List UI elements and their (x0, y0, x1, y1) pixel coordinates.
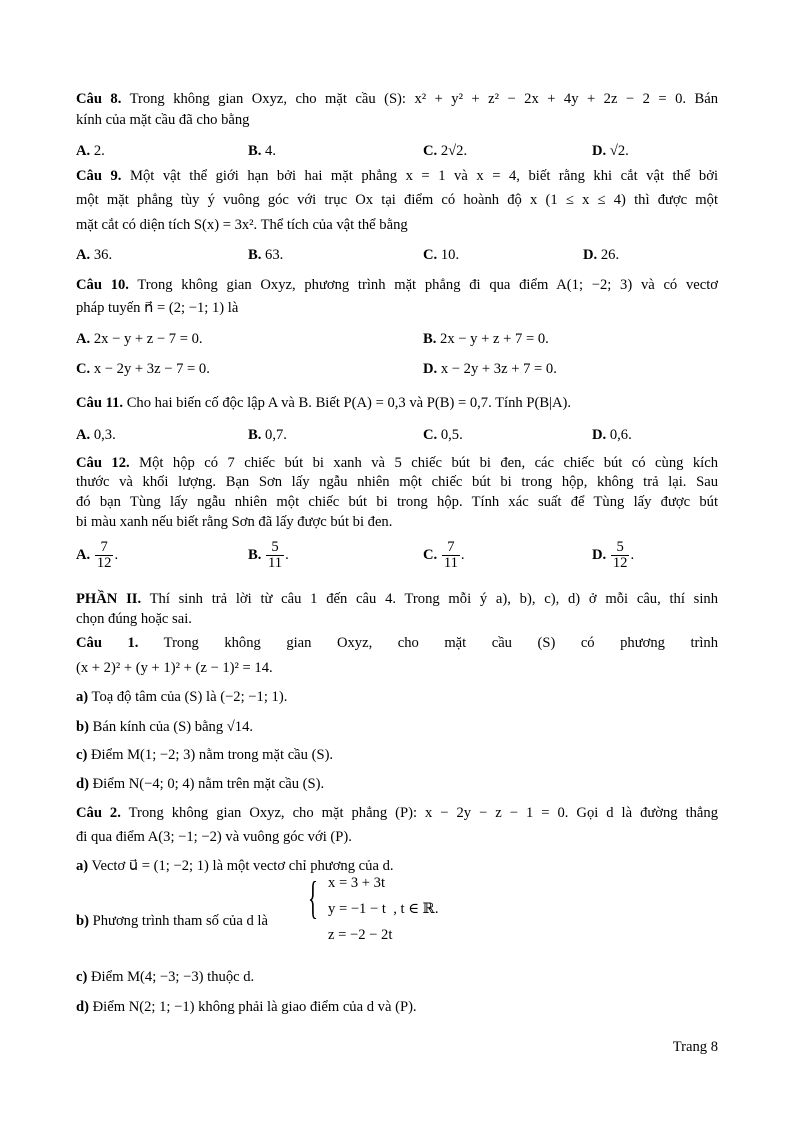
q11-text1: Cho hai biến cố độc lập A và B. Biết P(A) = 0,3 và P(B) = 0,7. Tính P(B|A). (123, 395, 572, 411)
q10-text1: Trong không gian Oxyz, phương trình mặt phẳng đi qua điểm A(1; −2; 3) và có vectơ (128, 277, 718, 293)
p2q2-item-a: a) Vectơ u⃗ = (1; −2; 1) là một vectơ chỉ phương của d. (76, 858, 394, 874)
q9-text1: Một vật thể giới hạn bởi hai mặt phẳng x = 1 và x = 4, biết rằng khi cắt vật thể bởi (121, 168, 719, 184)
q8-label: Câu 8. (76, 91, 122, 107)
q9-line2: một mặt phẳng tùy ý vuông góc với trục Ox tại điểm có hoành độ x (1 ≤ x ≤ 4) thì được một (76, 192, 718, 208)
p2q2-text1: Trong không gian Oxyz, cho mặt phẳng (P): x − 2y − z − 1 = 0. Gọi d là đường thẳng (120, 805, 718, 821)
system-eq-y: y = −1 − t , t ∈ ℝ. (328, 901, 439, 917)
q11-option-a: A. 0,3. (76, 427, 116, 443)
q9-option-b: B. 63. (248, 247, 284, 263)
p2q1-item-c: c) Điểm M(1; −2; 3) nằm trong mặt cầu (S). (76, 747, 334, 763)
parametric-system (328, 870, 438, 948)
q10-option-b: B. 2x − y + z + 7 = 0. (423, 331, 549, 347)
p2q1-line2: (x + 2)² + (y + 1)² + (z − 1)² = 14. (76, 660, 273, 676)
q10-line1 (76, 276, 718, 294)
q11-option-d: D. 0,6. (592, 427, 632, 443)
p2q2-item-b: b) Phương trình tham số của d là (76, 913, 268, 929)
q9-option-a: A. 36. (76, 247, 113, 263)
q10-option-a: A. 2x − y + z − 7 = 0. (76, 331, 203, 347)
q11-label: Câu 11. (76, 395, 124, 411)
p2q1-item-a: a) Toạ độ tâm của (S) là (−2; −1; 1). (76, 689, 288, 705)
system-eq-z: z = −2 − 2t (328, 927, 393, 943)
q11-option-b: B. 0,7. (248, 427, 287, 443)
q12-a-fraction: $\frac{7}{12}$ (96, 539, 112, 571)
system-brace: { (308, 872, 318, 923)
q12-d-fraction: $\frac{5}{12}$ (612, 539, 628, 571)
q11-option-c: C. 0,5. (423, 427, 463, 443)
p2q2-line2: đi qua điểm A(3; −1; −2) và vuông góc với (P). (76, 829, 352, 845)
q12-text1: Một hộp có 7 chiếc bút bi xanh và 5 chiếc bút bi đen, các chiếc bút có cùng kích (129, 455, 718, 471)
part2-text1: Thí sinh trả lời từ câu 1 đến câu 4. Trong mỗi ý a), b), c), d) ở mỗi câu, thí sinh (141, 591, 718, 607)
system-tail: , t ∈ ℝ. (393, 901, 439, 917)
system-eq-x: x = 3 + 3t (328, 875, 385, 891)
p2q2-line1 (76, 804, 718, 822)
p2q1-label: Câu 1. (76, 635, 139, 651)
q12-line1 (76, 454, 718, 472)
q12-line3: đó bạn Tùng lấy ngẫu nhiên một chiếc bút bi trong hộp. Tính xác suất để Tùng lấy được bút (76, 494, 718, 510)
p2q2-item-c: c) Điểm M(4; −3; −3) thuộc d. (76, 969, 255, 985)
page-number: Trang 8 (672, 1039, 718, 1055)
q11-line1 (76, 394, 718, 412)
q8-line1 (76, 90, 718, 108)
q10-option-c: C. x − 2y + 3z − 7 = 0. (76, 361, 210, 377)
p2q1-item-d: d) Điểm N(−4; 0; 4) nằm trên mặt cầu (S). (76, 776, 325, 792)
q12-option-c: C. $\frac{7}{11}$ . (423, 539, 465, 571)
q9-label: Câu 9. (76, 168, 122, 184)
q12-option-b: B. $\frac{5}{11}$ . (248, 539, 289, 571)
q8-option-d: D. √2. (592, 143, 629, 159)
q8-line2: kính của mặt cầu đã cho bằng (76, 112, 250, 128)
q12-option-a: A. $\frac{7}{12}$ . (76, 539, 119, 571)
p2q2-label: Câu 2. (76, 805, 121, 821)
q12-label: Câu 12. (76, 455, 130, 471)
q9-line3: mặt cắt có diện tích S(x) = 3x². Thể tích của vật thể bằng (76, 217, 408, 233)
part2-line1 (76, 590, 718, 608)
q12-b-fraction: $\frac{5}{11}$ (268, 539, 283, 571)
q12-line2: thước và khối lượng. Bạn Sơn lấy ngẫu nhiên một chiếc bút bi trong hộp, không trả lại. Sau (76, 474, 718, 490)
q10-label: Câu 10. (76, 277, 129, 293)
q8-option-a: A. 2. (76, 143, 105, 159)
q12-option-d: D. $\frac{5}{12}$ . (592, 539, 635, 571)
p2q1-line1 (76, 634, 718, 652)
q12-c-fraction: $\frac{7}{11}$ (443, 539, 458, 571)
q9-option-c: C. 10. (423, 247, 460, 263)
part2-line2: chọn đúng hoặc sai. (76, 611, 192, 627)
q12-line4: bi màu xanh nếu biết rằng Sơn đã lấy được bút bi đen. (76, 514, 393, 530)
p2q1-text1: Trong không gian Oxyz, cho mặt cầu (S) có phương trình (138, 635, 719, 651)
q9-line1 (76, 167, 718, 185)
q8-text1: Trong không gian Oxyz, cho mặt cầu (S): x² + y² + z² − 2x + 4y + 2z − 2 = 0. Bán (121, 91, 718, 107)
q10-option-d: D. x − 2y + 3z + 7 = 0. (423, 361, 557, 377)
p2q1-item-b: b) Bán kính của (S) bằng √14. (76, 719, 254, 735)
q8-option-b: B. 4. (248, 143, 276, 159)
part2-label: PHẦN II. (76, 591, 142, 607)
q8-option-c: C. 2√2. (423, 143, 468, 159)
p2q2-item-d: d) Điểm N(2; 1; −1) không phải là giao điểm của d và (P). (76, 999, 417, 1015)
q10-line2: pháp tuyến n⃗ = (2; −1; 1) là (76, 300, 239, 316)
q9-option-d: D. 26. (583, 247, 620, 263)
